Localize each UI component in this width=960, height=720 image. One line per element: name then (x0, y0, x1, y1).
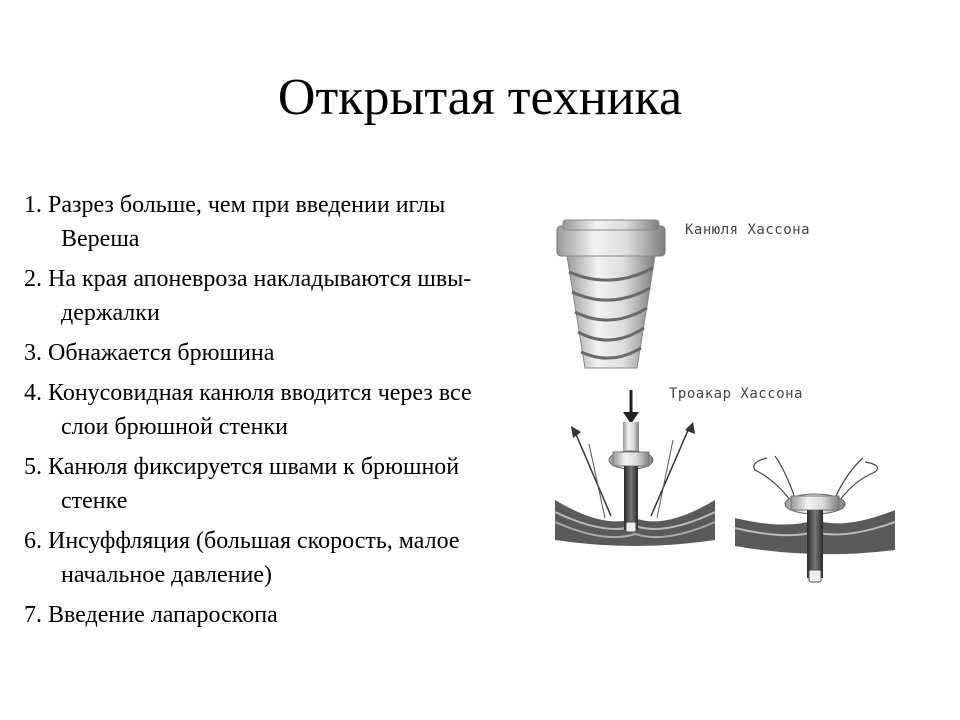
step-item: 7. Введение лапароскопа (24, 602, 278, 628)
hasson-illustration (545, 200, 905, 600)
trocar-caption: Троакар Хассона (669, 386, 803, 402)
step-item: 6. Инсуффляция (большая скорость, малое начальное давление) (24, 528, 460, 588)
cannula-caption: Канюля Хассона (685, 222, 811, 238)
step-item: 3. Обнажается брюшина (24, 340, 275, 366)
hasson-trocar-image (555, 390, 895, 582)
step-item: 1. Разрез больше, чем при введении иглы Вереша (24, 192, 446, 252)
slide-title: Открытая техника (277, 69, 683, 126)
step-item: 5. Канюля фиксируется швами к брюшной стенке (24, 454, 460, 514)
steps-list (24, 188, 524, 638)
hasson-cannula-image (557, 220, 665, 368)
step-item: 2. На края апоневроза накладываются швы-держалки (24, 266, 472, 326)
step-item: 4. Конусовидная канюля вводится через все слои брюшной стенки (24, 380, 472, 440)
